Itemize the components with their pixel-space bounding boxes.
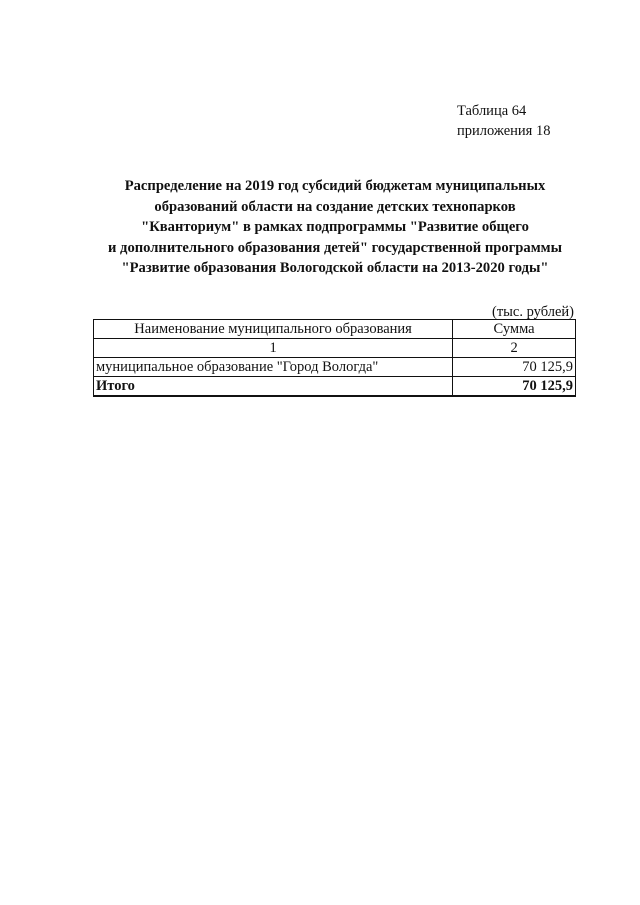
column-number-row — [94, 339, 576, 358]
column-number-sum: 2 — [453, 339, 576, 358]
title-line: "Развитие образования Вологодской области на 2013-2020 годы" — [121, 260, 549, 276]
unit-note: (тыс. рублей) — [492, 304, 574, 320]
total-row — [94, 377, 576, 397]
header-sum-cell: Сумма — [453, 320, 576, 339]
subsidy-table — [93, 319, 576, 397]
table-header-row — [94, 320, 576, 339]
table-row — [94, 358, 576, 377]
title-line: и дополнительного образования детей" государственной программы — [108, 239, 562, 256]
total-label-cell: Итого — [94, 377, 453, 397]
title-line: образований области на создание детских технопарков — [154, 198, 516, 215]
table-reference — [457, 101, 550, 141]
column-number-name: 1 — [94, 339, 453, 358]
municipality-name-cell: муниципальное образование "Город Вологда" — [94, 358, 453, 377]
total-sum-cell: 70 125,9 — [453, 377, 576, 397]
title-line: Распределение на 2019 год субсидий бюджетам муниципальных — [124, 178, 546, 194]
appendix-reference: приложения 18 — [457, 123, 551, 139]
document-title — [70, 176, 600, 279]
header-name-cell: Наименование муниципального образования — [94, 320, 453, 339]
table-number: Таблица 64 — [457, 103, 527, 119]
title-line: "Кванториум" в рамках подпрограммы "Развитие общего — [141, 219, 529, 235]
municipality-sum-cell: 70 125,9 — [453, 358, 576, 377]
